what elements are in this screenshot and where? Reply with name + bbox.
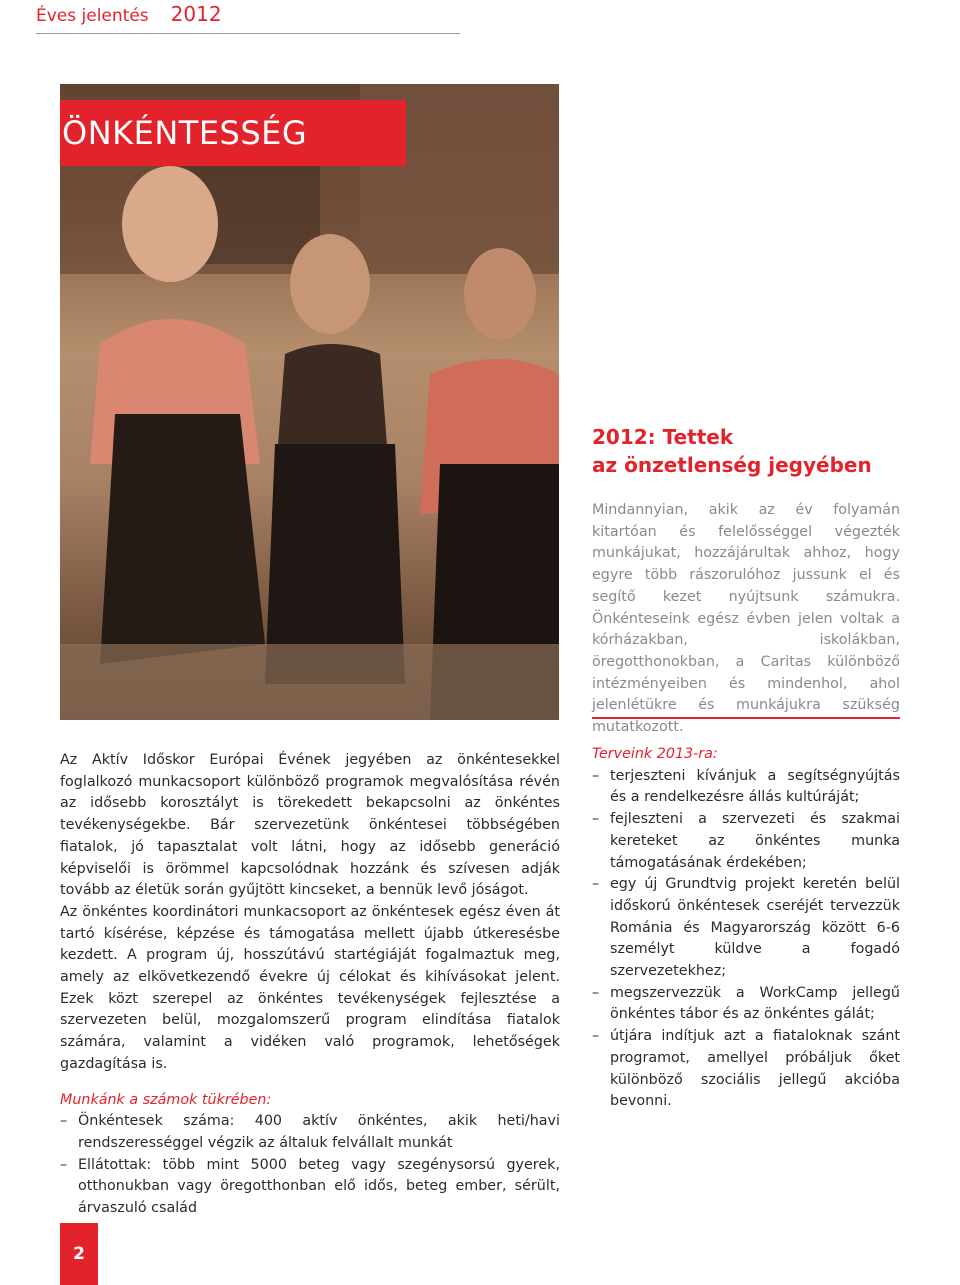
running-header [36, 2, 222, 26]
dash-bullet: – [60, 1156, 68, 1173]
plans-column [592, 744, 900, 1113]
stats-heading: Munkánk a számok tükrében: [60, 1091, 272, 1108]
header-rule [36, 33, 460, 34]
stat-beneficiaries: Ellátottak: több mint 5000 beteg vagy szegénysorsú gyerek, otthonukban vagy öregotthonban elő idős, beteg ember, sérült, árvaszuló család [78, 1156, 560, 1217]
dash-bullet: – [592, 984, 600, 1001]
sidebar-intro-paragraph: Mindannyian, akik az év folyamán kitartóan és felelősséggel végezték munkájukat, hozzájárultak ahhoz, hogy egyre több rászorulóhoz jussunk el és segítő kezet nyújtsunk számukra. Önkénteseink egész évben jelen voltak a kórházakban, iskolákban, öregotthonokban, a Caritas különböző intézményeiben és mindenhol, ahol jelenlétükre és munkájukra szükség mutatkozott. [592, 502, 900, 736]
dash-bullet: – [592, 811, 600, 828]
list-item [60, 1111, 560, 1154]
list-item [592, 1026, 900, 1113]
dash-bullet: – [592, 1028, 600, 1045]
list-item [592, 983, 900, 1026]
stat-volunteers: Önkéntesek száma: 400 aktív önkéntes, akik heti/havi rendszerességgel végzik az általuk felvállalt munkát [78, 1113, 560, 1151]
sidebar-heading [592, 423, 912, 479]
dash-bullet: – [592, 767, 600, 784]
paragraph-coordinators: Az önkéntes koordinátori munkacsoport az önkéntesek egész éven át tartó kísérése, képzése és támogatása mellett újabb útkeresésbe kezdett. A program új, hosszútávú startégiáját fogalmaztuk meg, amely az elkövetkezendő évekre új célokat és kihívásokat jelent. Ezek közt szerepel az önkéntes tevékenységek fejlesztése a szervezeten belül, mozgalomszerű program elindítása fiatalok számára, valamint a vidéken való programok, lehetőségek gazdagítása is. [60, 903, 560, 1072]
children-sack-race-photo [60, 84, 559, 720]
list-item [592, 766, 900, 809]
dash-bullet: – [60, 1113, 68, 1130]
paragraph-active-ageing: Az Aktív Időskor Európai Évének jegyében az önkéntesekkel foglalkozó munkacsoport különböző programok megvalósítása révén az idősebb korosztályt is törekedett bekapcsolni az önkéntes tevékenységekbe. Bár szervezetünk önkéntesei többségében fiatalok, jó tapasztalat volt látni, hogy az idősebb generáció képviselői is örömmel kapcsolódnak hozzánk és szívesen adják tovább az életük során gyűjtött kincseket, a bennük levő jóságot. [60, 752, 560, 899]
page-number: 2 [60, 1223, 98, 1285]
plan-item: terjeszteni kívánjuk a segítségnyújtás és a rendelkezésre állás kultúráját; [610, 767, 900, 806]
sidebar-heading-line-1: 2012: Tettek [592, 425, 734, 449]
plan-item: útjára indítjuk azt a fiataloknak szánt programot, amellyel próbáljuk őket különböző szociális jellegű akcióba bevonni. [610, 1028, 900, 1110]
photo-illustration [60, 84, 559, 720]
stats-list [60, 1111, 560, 1220]
sidebar-heading-line-2: az önzetlenség jegyében [592, 453, 872, 477]
plans-list [592, 766, 900, 1113]
plan-item: egy új Grundtvig projekt keretén belül időskorú önkéntesek cseréjét tervezzük Románia és Magyarország között 6-6 személyt küldve a fogadó szervezetekhez; [610, 876, 900, 980]
list-item [592, 874, 900, 983]
header-year: 2012 [170, 2, 222, 26]
list-item [60, 1155, 560, 1220]
page-title: ÖNKÉNTESSÉG [60, 100, 406, 166]
header-label: Éves jelentés [36, 6, 149, 26]
dash-bullet: – [592, 876, 600, 893]
sidebar-divider [592, 717, 900, 719]
main-text-column [60, 750, 560, 1220]
plan-item: megszervezzük a WorkCamp jellegű önkéntes tábor és az önkéntes gálát; [610, 984, 900, 1023]
plan-item: fejleszteni a szervezeti és szakmai kereteket az önkéntes munka támogatásának érdekében; [610, 811, 900, 871]
list-item [592, 809, 900, 874]
plans-heading: Terveink 2013-ra: [592, 746, 718, 762]
